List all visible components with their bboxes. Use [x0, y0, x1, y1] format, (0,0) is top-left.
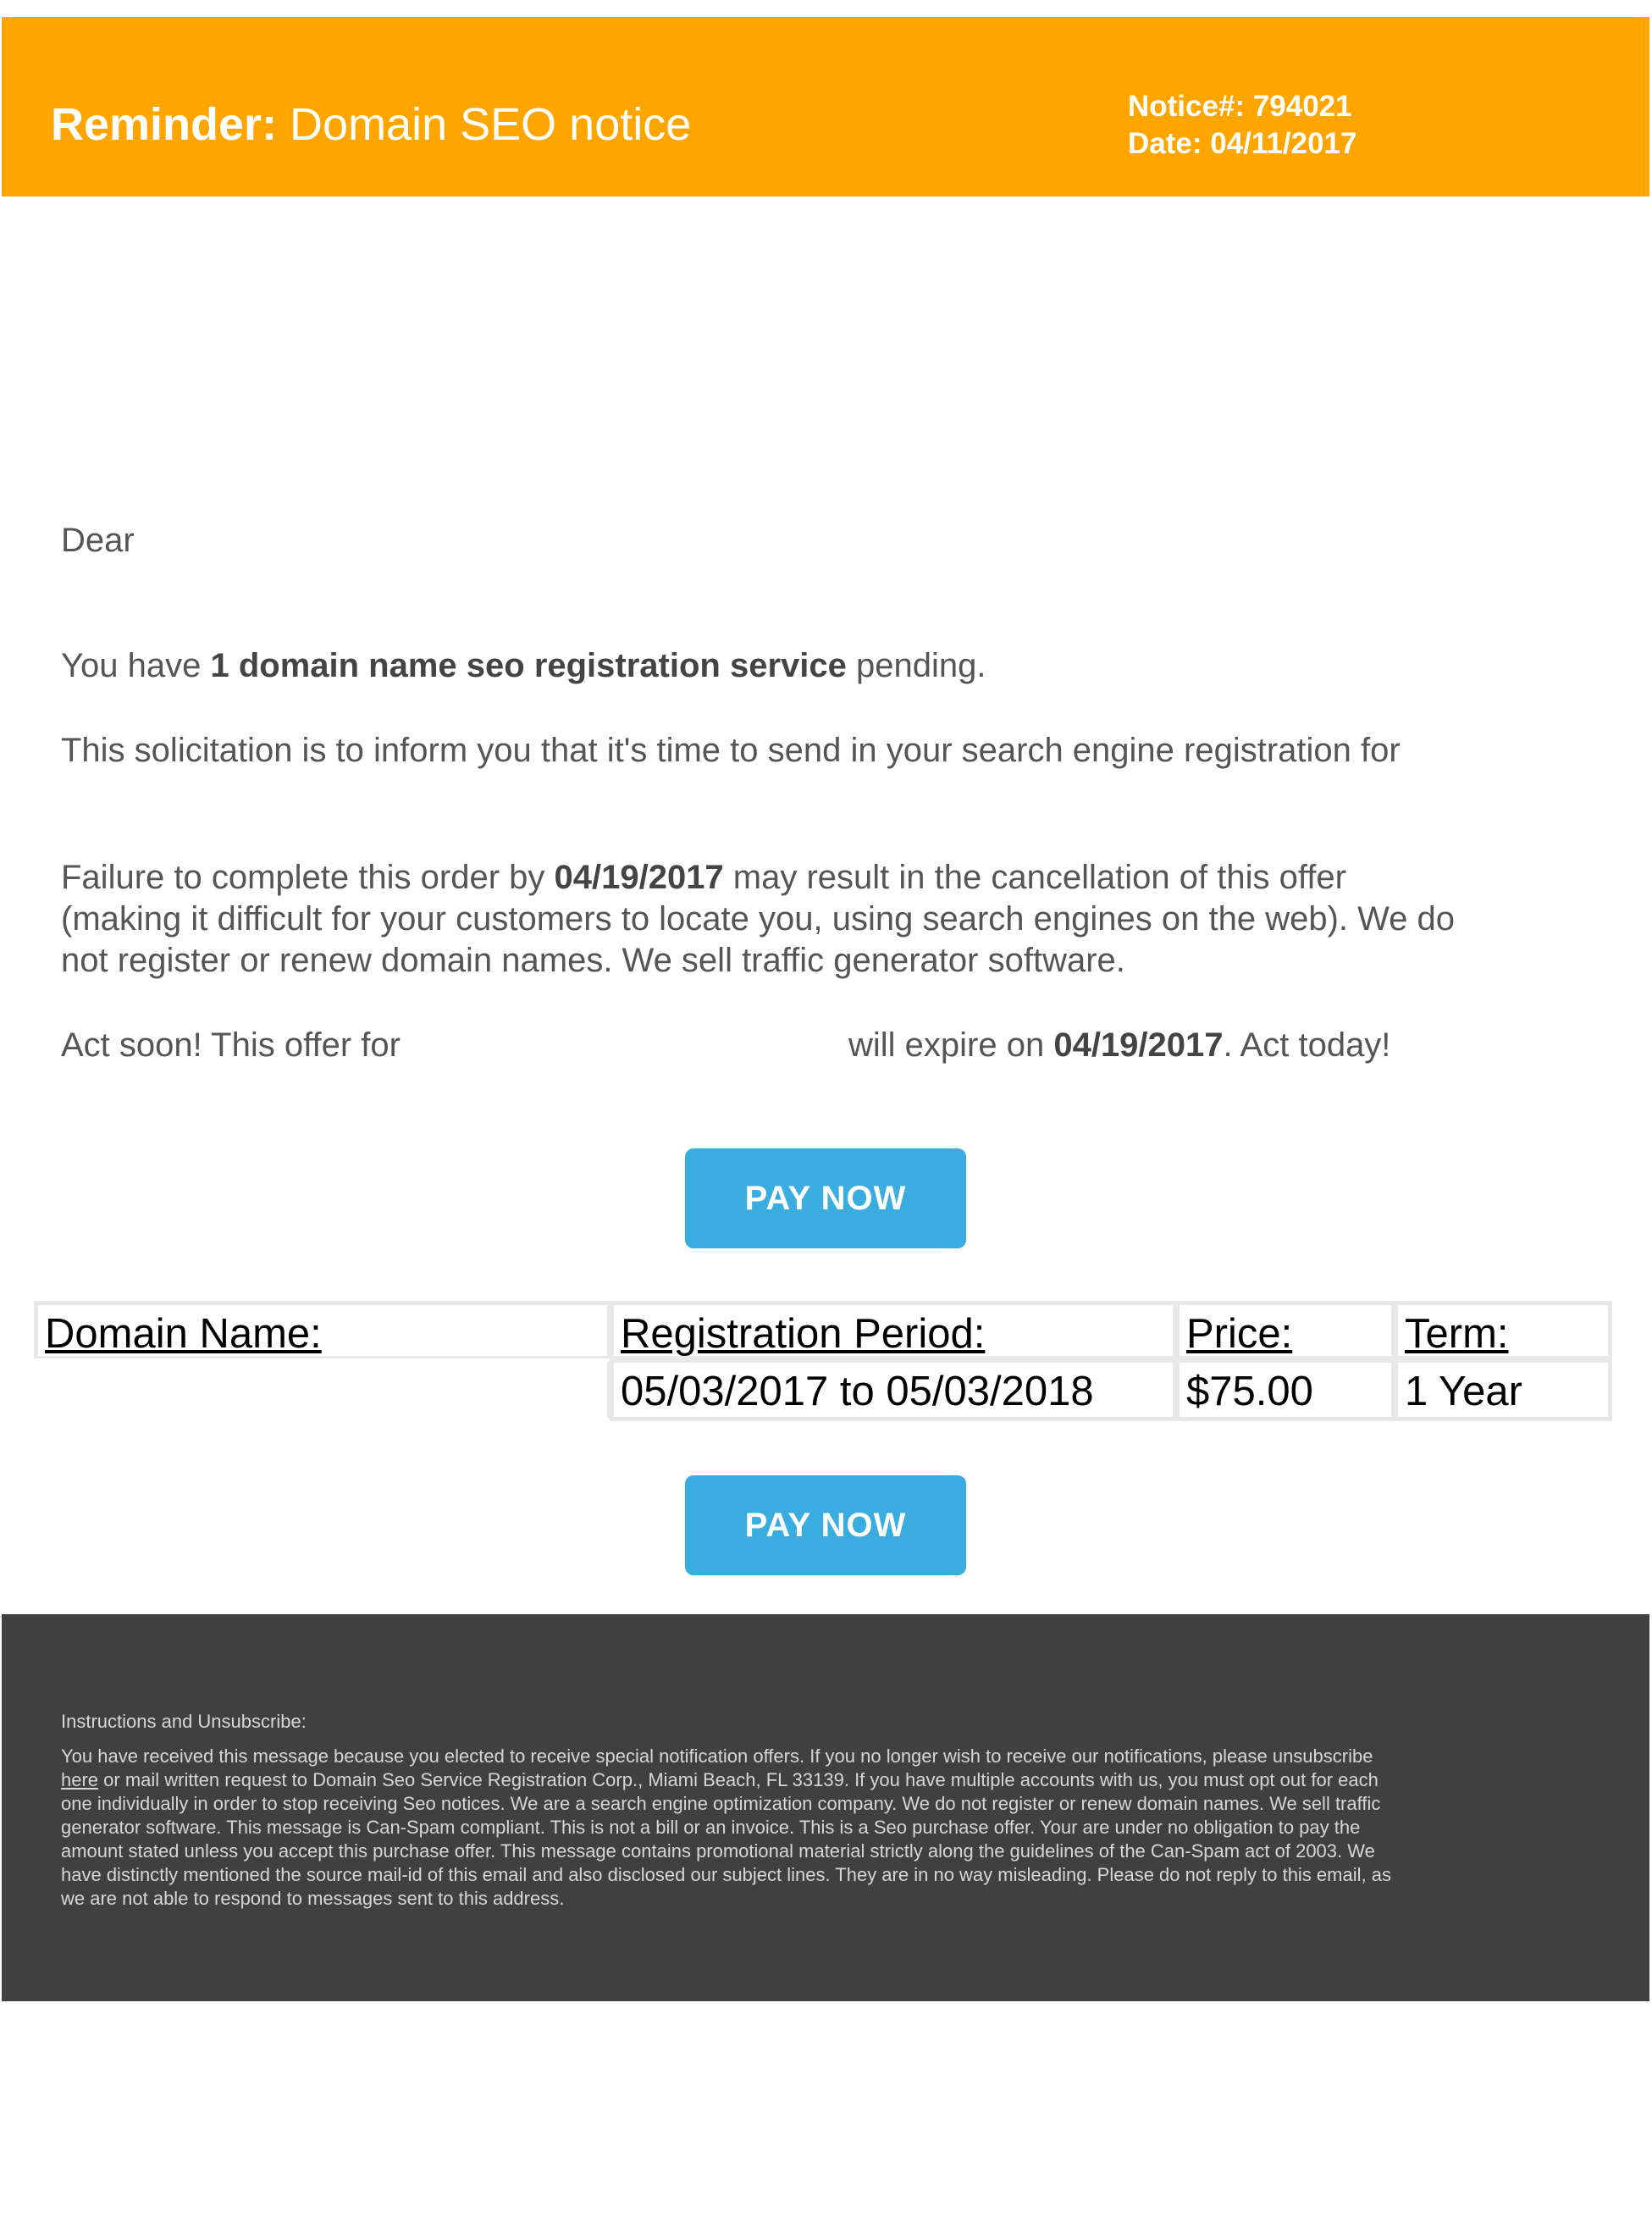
pending-pre: You have — [61, 647, 211, 684]
footer-line: generator software. This message is Can-Spam compliant. This is not a bill or an invoice. This is a Seo purchase offer. Your are under no obligation to pay the — [61, 1817, 1361, 1838]
footer — [2, 1614, 1649, 2001]
pending-service: 1 domain name seo registration service — [210, 647, 847, 684]
pending-line — [61, 645, 986, 687]
act-mid: will expire on — [848, 1026, 1054, 1064]
act-soon-line — [848, 1025, 1390, 1066]
cell-term: 1 Year — [1394, 1358, 1612, 1421]
pay-now-button-top[interactable]: PAY NOW — [685, 1148, 966, 1248]
header-banner — [2, 17, 1649, 196]
header-price: Price: — [1175, 1301, 1395, 1360]
failure-pre: Failure to complete this order by — [61, 859, 555, 896]
header-term: Term: — [1394, 1301, 1612, 1360]
cell-price: $75.00 — [1175, 1358, 1395, 1421]
page-title — [51, 98, 691, 151]
solicitation-line: This solicitation is to inform you that it's time to send in your search engine registration for — [61, 732, 1401, 769]
footer-disclaimer — [61, 1745, 1585, 1911]
footer-line: amount stated unless you accept this purchase offer. This message contains promotional material strictly along the guidelines of the Can-Spam act of 2003. We — [61, 1840, 1375, 1862]
pay-now-button-bottom[interactable]: PAY NOW — [685, 1475, 966, 1575]
pending-post: pending. — [846, 647, 986, 684]
cell-domain-name — [34, 1358, 611, 1421]
title-reminder-label: Reminder: — [51, 99, 278, 150]
footer-line-rest: or mail written request to Domain Seo Service Registration Corp., Miami Beach, FL 33139. If you have multiple accounts with us, you must opt out for each — [98, 1769, 1379, 1790]
footer-line: one individually in order to stop receiving Seo notices. We are a search engine optimization company. We do not register or renew domain names. We sell traffic — [61, 1793, 1381, 1814]
act-soon-pre: Act soon! This offer for — [61, 1026, 401, 1064]
failure-line-3: not register or renew domain names. We sell traffic generator software. — [61, 942, 1125, 979]
footer-line: You have received this message because you elected to receive special notification offers. If you no longer wish to receive our notifications, please unsubscribe — [61, 1745, 1373, 1767]
cell-registration-period: 05/03/2017 to 05/03/2018 — [610, 1358, 1177, 1421]
notice-number: Notice#: 794021 — [1128, 90, 1352, 123]
act-post: . Act today! — [1223, 1026, 1391, 1064]
failure-post: may result in the cancellation of this offer — [723, 859, 1346, 896]
notice-meta — [1128, 88, 1356, 163]
footer-heading: Instructions and Unsubscribe: — [61, 1711, 307, 1732]
title-text: Domain SEO notice — [277, 99, 692, 150]
notice-date: Date: 04/11/2017 — [1128, 127, 1357, 160]
unsubscribe-link[interactable]: here — [61, 1769, 99, 1790]
failure-line-2: (making it difficult for your customers to locate you, using search engines on the web). We do — [61, 900, 1456, 938]
footer-line: have distinctly mentioned the source mail-id of this email and also disclosed our subject lines. They are in no way misleading. Please do not reply to this email, as — [61, 1864, 1391, 1885]
failure-line-1 — [61, 857, 1346, 899]
header-domain-name: Domain Name: — [34, 1301, 611, 1360]
failure-date: 04/19/2017 — [554, 859, 724, 896]
expire-date: 04/19/2017 — [1053, 1026, 1224, 1064]
header-registration-period: Registration Period: — [610, 1301, 1177, 1360]
footer-line: we are not able to respond to messages sent to this address. — [61, 1888, 565, 1909]
greeting: Dear — [61, 522, 135, 559]
footer-line — [61, 1768, 1585, 1792]
